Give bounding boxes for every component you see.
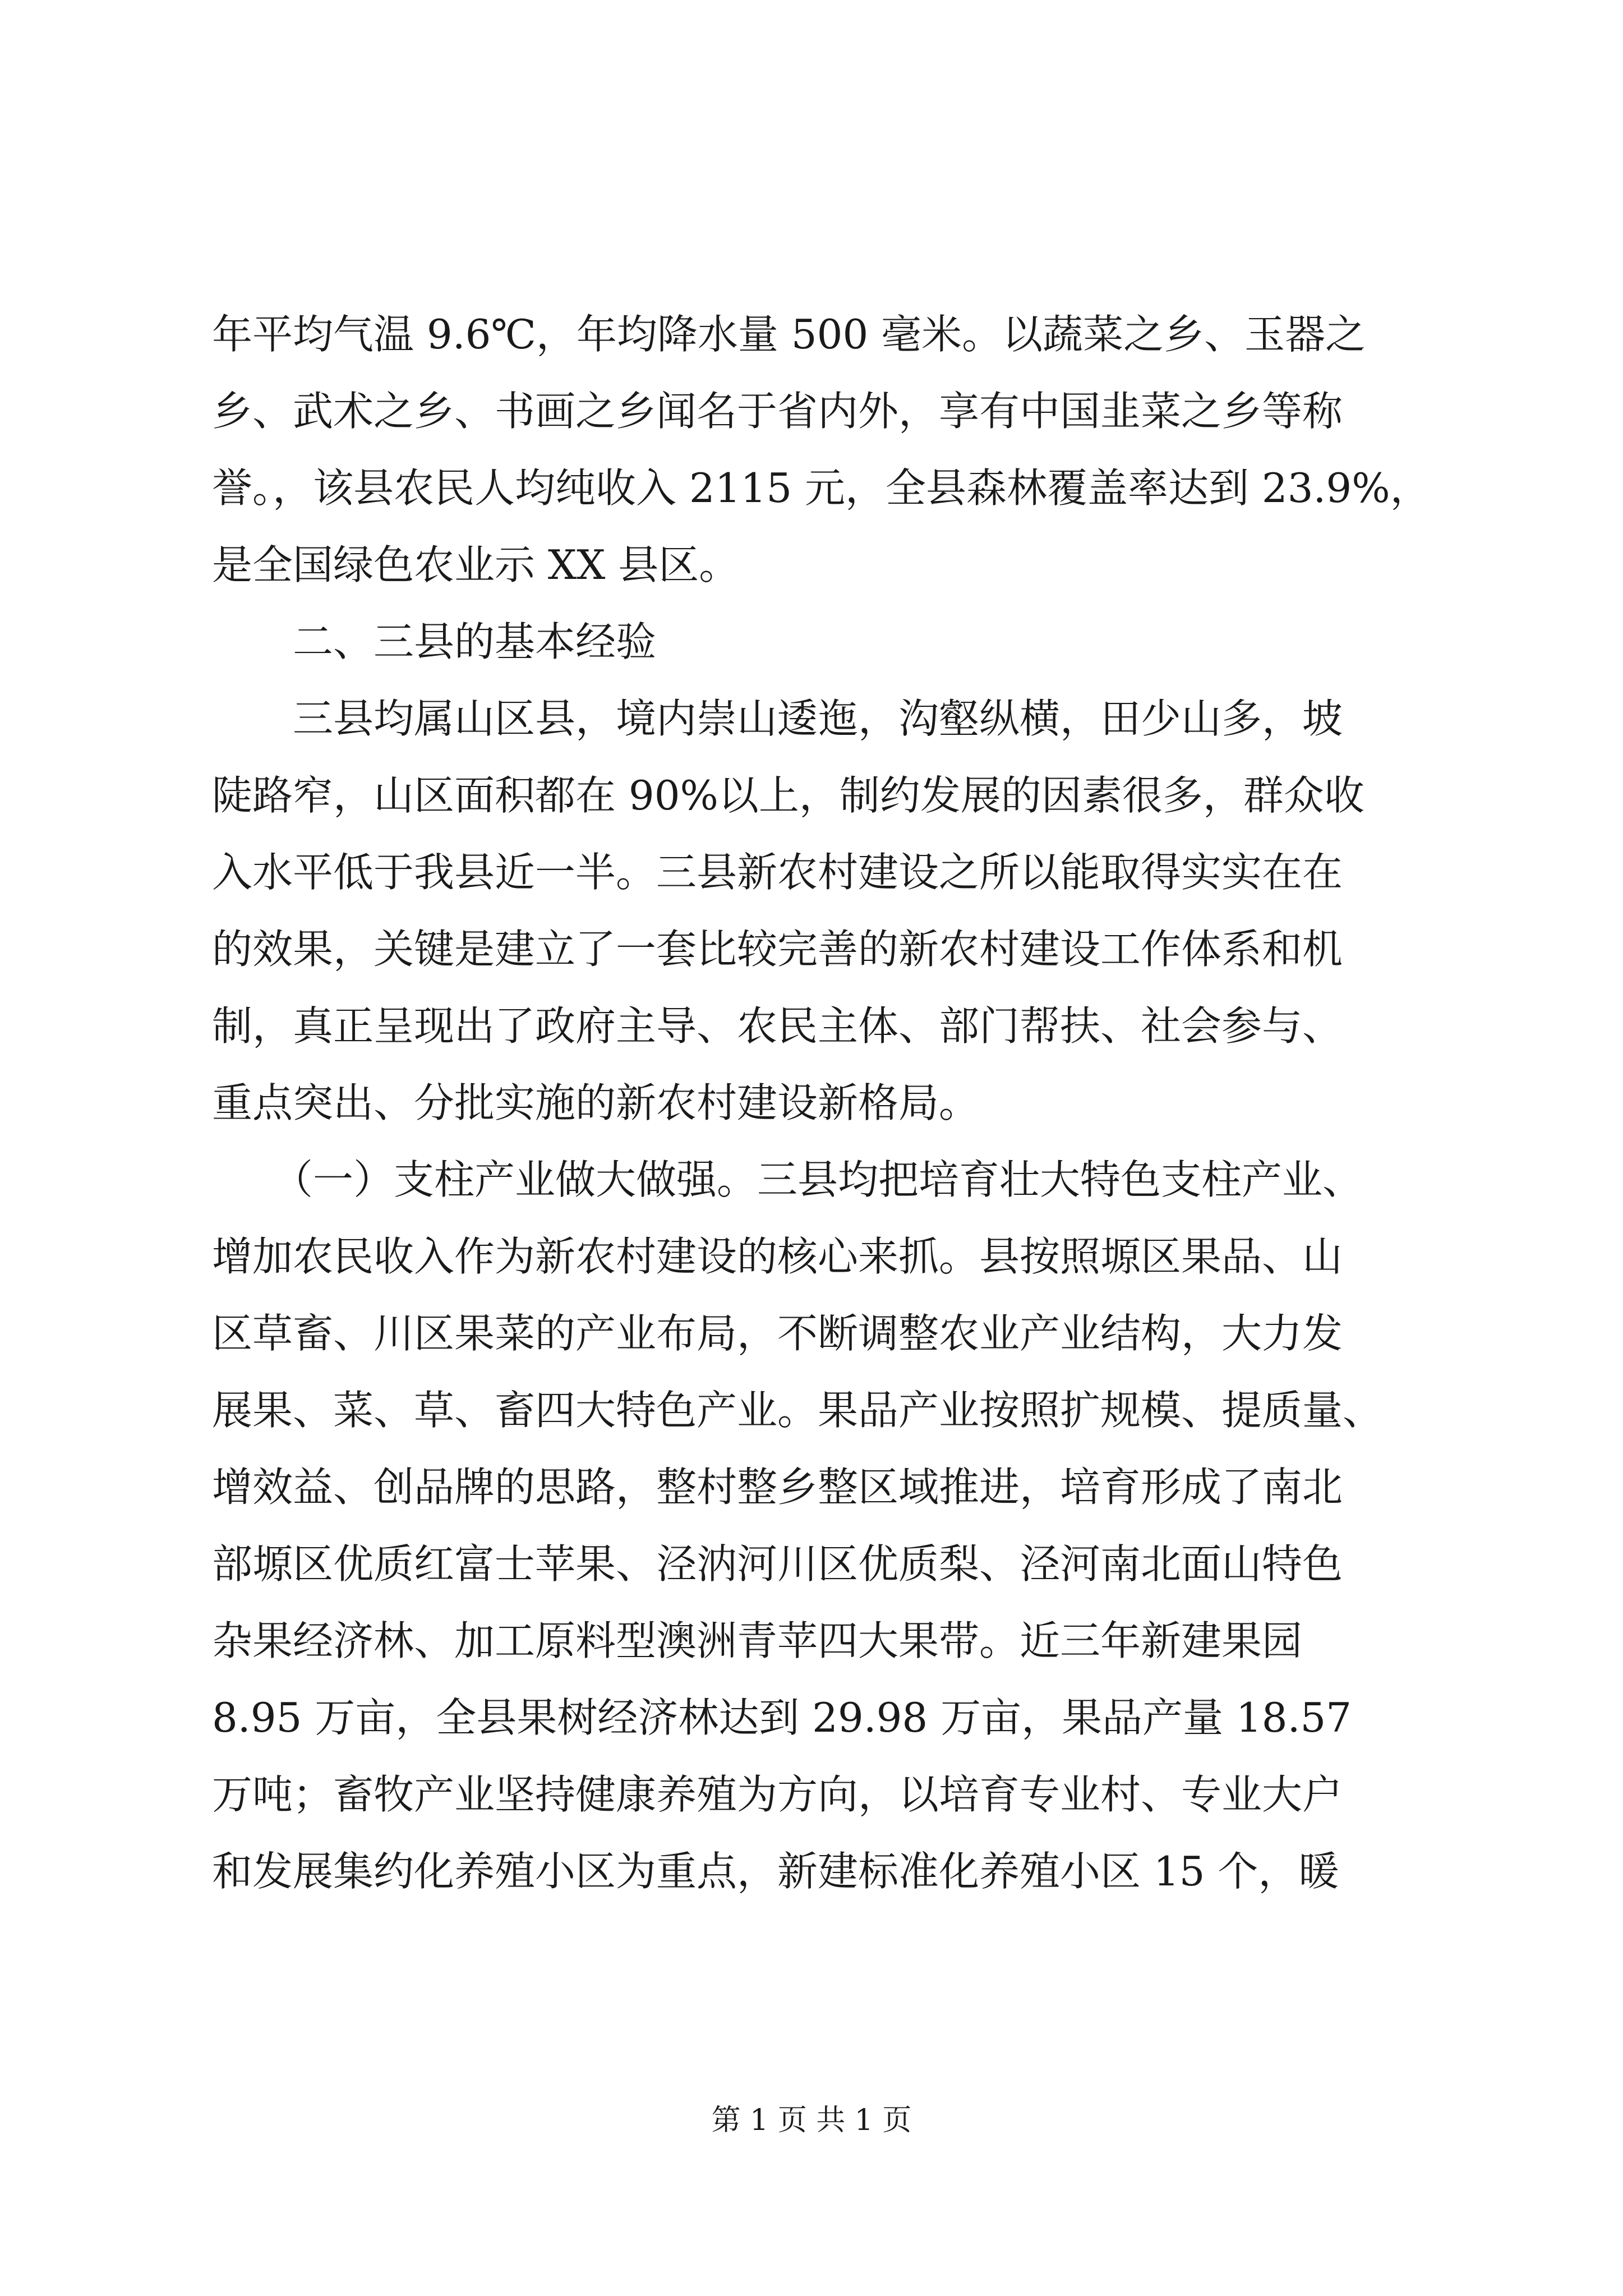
text-line: 入水平低于我县近一半。三县新农村建设之所以能取得实实在在 (212, 849, 1343, 896)
text-line: 区草畜、川区果菜的产业布局，不断调整农业产业结构，大力发 (212, 1310, 1343, 1357)
text-line: 誉。，该县农民人均纯收入 2115 元，全县森林覆盖率达到 23.9%， (212, 464, 1431, 512)
text-line: 部塬区优质红富士苹果、泾汭河川区优质梨、泾河南北面山特色 (212, 1540, 1343, 1588)
text-line: 展果、菜、草、畜四大特色产业。果品产业按照扩规模、提质量、 (212, 1387, 1384, 1434)
page-footer: 第 1 页 共 1 页 (711, 2104, 912, 2137)
text-line: 乡、武术之乡、书画之乡闻名于省内外，享有中国韭菜之乡等称 (212, 388, 1343, 435)
subsection-line: （一）支柱产业做大做强。三县均把培育壮大特色支柱产业、 (212, 1156, 1363, 1203)
text-line: 制，真正呈现出了政府主导、农民主体、部门帮扶、社会参与、 (212, 1002, 1343, 1050)
text-line: 是全国绿色农业示 XX 县区。 (212, 541, 740, 588)
text-line: 8.95 万亩，全县果树经济林达到 29.98 万亩，果品产量 18.57 (212, 1694, 1352, 1741)
text-line: 年平均气温 9.6℃，年均降水量 500 毫米。以蔬菜之乡、玉器之 (212, 311, 1366, 358)
text-line: 万吨；畜牧产业坚持健康养殖为方向，以培育专业村、专业大户 (212, 1771, 1343, 1818)
text-line: 和发展集约化养殖小区为重点，新建标准化养殖小区 15 个，暖 (212, 1848, 1339, 1895)
text-line: 增效益、创品牌的思路，整村整乡整区域推进，培育形成了南北 (212, 1464, 1343, 1511)
text-line: 增加农民收入作为新农村建设的核心来抓。县按照塬区果品、山 (212, 1233, 1343, 1280)
text-line: 陡路窄，山区面积都在 90%以上，制约发展的因素很多，群众收 (212, 772, 1364, 819)
text-line: 杂果经济林、加工原料型澳洲青苹四大果带。近三年新建果园 (212, 1617, 1303, 1664)
body-text (212, 296, 1435, 1910)
text-line: 的效果，关键是建立了一套比较完善的新农村建设工作体系和机 (212, 926, 1343, 973)
section-heading: 二、三县的基本经验 (212, 618, 657, 665)
text-line: 重点突出、分批实施的新农村建设新格局。 (212, 1079, 980, 1126)
text-line: 三县均属山区县，境内崇山逶迤，沟壑纵横，田少山多，坡 (212, 695, 1343, 742)
